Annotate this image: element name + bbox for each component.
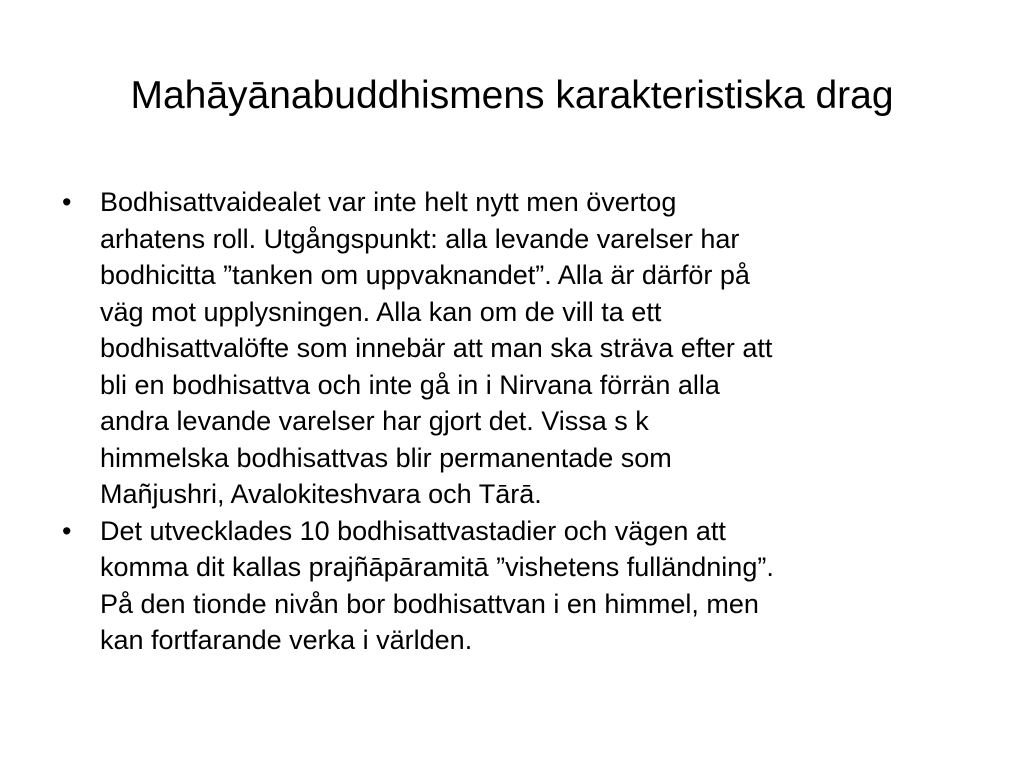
bullet-item: [62, 184, 982, 513]
bullet-text: [100, 513, 982, 659]
bullet-line: komma dit kallas prajñāpāramitā ”vishetens fulländning”.: [100, 552, 774, 582]
bullet-line: andra levande varelser har gjort det. Vissa s k: [100, 406, 649, 436]
bullet-line: Mañjushri, Avalokiteshvara och Tārā.: [100, 479, 542, 509]
bullet-line: Det utvecklades 10 bodhisattvastadier och vägen att: [100, 515, 726, 546]
bullet-line: väg mot upplysningen. Alla kan om de vill ta ett: [100, 296, 662, 327]
bullet-line: himmelska bodhisattvas blir permanentade som: [100, 442, 672, 473]
bullet-line: kan fortfarande verka i världen.: [100, 625, 473, 655]
bullet-icon: •: [62, 515, 72, 546]
slide-title: Mahāyānabuddhismens karakteristiska drag: [130, 74, 894, 117]
bullet-list: [62, 184, 982, 659]
bullet-item: [62, 513, 982, 659]
bullet-line: bodhisattvalöfte som innebär att man ska sträva efter att: [100, 333, 773, 363]
bullet-text: [100, 184, 982, 513]
bullet-line: arhatens roll. Utgångspunkt: alla levande varelser har: [100, 223, 740, 254]
bullet-line: bli en bodhisattva och inte gå in i Nirvana förrän alla: [100, 369, 720, 400]
bullet-line: På den tionde nivån bor bodhisattvan i en himmel, men: [100, 588, 759, 619]
bullet-icon: •: [62, 187, 72, 217]
bullet-line: bodhicitta ”tanken om uppvaknandet”. Alla är därför på: [100, 260, 750, 290]
bullet-line: Bodhisattvaidealet var inte helt nytt men övertog: [100, 187, 677, 217]
